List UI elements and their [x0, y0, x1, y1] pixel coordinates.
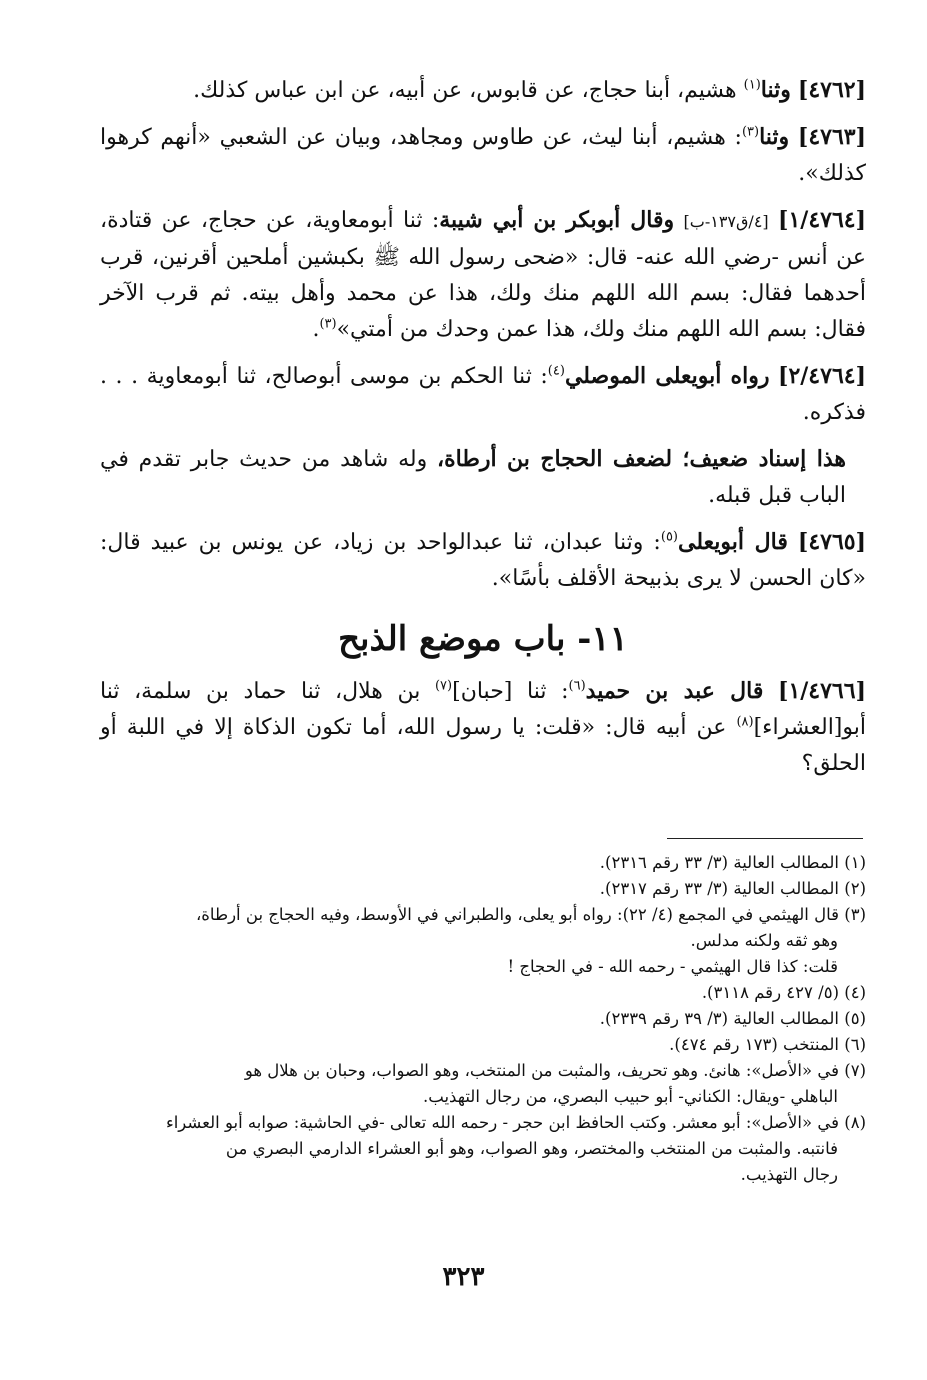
entry-ref: [٢/٤٧٦٤] — [778, 363, 866, 389]
entry-4764-1 — [100, 202, 866, 348]
main-text — [100, 72, 866, 792]
footnote-continuation: الباهلي -ويقال: الكناني- أبو حبيب البصري، من رجال التهذيب. — [423, 1087, 838, 1106]
entry-ref: [٤٧٦٢] — [797, 77, 866, 103]
footnote-item — [96, 980, 866, 1006]
entry-4762 — [100, 72, 866, 109]
entry-text: عن أبيه قال: «قلت: يا رسول الله، أما تكون الذكاة إلا في اللبة أو الحلق؟ — [100, 715, 866, 776]
manuscript-folio: [٤/ق١٣٧-ب] — [683, 212, 769, 231]
entry-tail: . — [312, 317, 320, 342]
footnote-marker[interactable]: (٧) — [434, 678, 453, 694]
entry-lead: وقال أبوبكر بن أبي شيبة — [439, 207, 675, 233]
footnote-item — [96, 902, 866, 980]
footnote-continuation: فانتبه. والمثبت من المنتخب والمختصر، وهو الصواب، وهو أبو العشراء الدارمي البصري من — [225, 1139, 838, 1158]
entry-ref: [٤٧٦٥] — [797, 529, 866, 555]
footnote-number: (١) — [844, 853, 866, 872]
entry-ref: [١/٤٧٦٤] — [778, 207, 867, 233]
footnote-number: (٦) — [844, 1035, 866, 1054]
footnote-item — [96, 876, 866, 902]
footnote-marker[interactable]: (٣) — [319, 316, 337, 332]
footnote-number: (٨) — [844, 1113, 866, 1132]
entry-lead: رواه أبويعلى الموصلي — [564, 363, 770, 389]
footnote-separator — [667, 838, 863, 839]
footnote-text: المطالب العالية (٣/ ٣٣ رقم ٢٣١٧). — [599, 879, 839, 898]
chapter-title: ١١- باب موضع الذبح — [338, 619, 628, 659]
footnote-item — [96, 850, 866, 876]
footnote-continuation: قلت: كذا قال الهيثمي - رحمه الله - في الحجاج ! — [507, 957, 838, 976]
entry-4763 — [100, 119, 866, 192]
footnote-number: (٤) — [844, 983, 866, 1002]
footnote-text: في «الأصل»: أبو معشر. وكتب الحافظ ابن حجر - رحمه الله تعالى -في الحاشية: صوابه أبو العشراء — [165, 1113, 839, 1132]
footnote-text: (٥/ ٤٢٧ رقم ٣١١٨). — [701, 983, 839, 1002]
footnote-continuation: رجال التهذيب. — [740, 1165, 838, 1184]
footnote-marker[interactable]: (٨) — [736, 714, 754, 730]
grading-text: وله شاهد من حديث جابر تقدم في الباب قبل قبله. — [100, 447, 846, 508]
grading-bold: هذا إسناد ضعيف؛ لضعف الحجاج بن أرطاة، — [437, 446, 846, 472]
footnotes — [96, 850, 866, 1188]
entry-text: : وثنا عبدان، ثنا عبدالواحد بن زياد، عن يونس بن عبيد قال: «كان الحسن لا يرى بذبيحة الأقلف بأسًا». — [100, 530, 866, 591]
footnote-item — [96, 1110, 866, 1188]
entry-ref: [٤٧٦٣] — [797, 124, 866, 150]
entry-lead: قال أبويعلى — [678, 529, 788, 555]
footnote-number: (٢) — [844, 879, 866, 898]
footnote-item — [96, 1058, 866, 1110]
footnote-number: (٧) — [844, 1061, 866, 1080]
entry-lead: قال عبد بن حميد — [585, 678, 764, 704]
entry-text: : ثنا الحكم بن موسى أبوصالح، ثنا أبومعاوية . . . فذكره. — [100, 364, 866, 425]
entry-text: هشيم، أبنا حجاج، عن قابوس، عن أبيه، عن ابن عباس كذلك. — [193, 78, 744, 103]
entry-4766-1 — [100, 673, 866, 782]
footnote-marker[interactable]: (٣) — [741, 124, 760, 140]
grading-note — [100, 441, 866, 514]
entry-lead: وثنا — [759, 124, 790, 150]
footnote-marker[interactable]: (٦) — [568, 678, 586, 694]
footnote-marker[interactable]: (١) — [743, 77, 761, 93]
footnote-text: المنتخب (١٧٣ رقم ٤٧٤). — [669, 1035, 839, 1054]
footnote-continuation: وهو ثقه ولكنه مدلس. — [690, 931, 838, 950]
footnote-item — [96, 1006, 866, 1032]
footnote-text: في «الأصل»: هانئ. وهو تحريف، والمثبت من المنتخب، وهو الصواب، وحبان بن هلال هو — [244, 1061, 839, 1080]
footnote-marker[interactable]: (٤) — [547, 363, 565, 379]
entry-text: : ثنا أبومعاوية، عن حجاج، عن قتادة، عن أنس -رضي الله عنه- قال: «ضحى رسول الله ﷺ بكبشين أملحين أقرنين، قرب أحدهما فقال: بسم الله اللهم منك ولك، هذا عن محمد وأهل بيته. ثم قرب الآخر فقال: بسم الله اللهم منك ولك، هذا عمن وحدك من أمتي» — [100, 208, 866, 342]
footnote-number: (٥) — [844, 1009, 866, 1028]
entry-4765 — [100, 524, 866, 597]
entry-text: بن هلال، ثنا حماد بن سلمة، ثنا أبو[العشراء] — [100, 679, 866, 740]
entry-lead: وثنا — [760, 77, 791, 103]
footnote-number: (٣) — [844, 905, 866, 924]
entry-text: : هشيم، أبنا ليث، عن طاوس ومجاهد، وبيان عن الشعبي «أنهم كرهوا كذلك». — [100, 125, 866, 186]
entry-4764-2 — [100, 358, 866, 431]
footnote-item — [96, 1032, 866, 1058]
page-number: ٣٢٣ — [442, 1262, 485, 1292]
entry-ref: [١/٤٧٦٦] — [778, 678, 866, 704]
footnote-text: قال الهيثمي في المجمع (٤/ ٢٢): رواه أبو يعلى، والطبراني في الأوسط، وفيه الحجاج بن أرطاة، — [195, 905, 839, 924]
entry-text: : ثنا [حبان] — [452, 679, 569, 704]
footnote-marker[interactable]: (٥) — [660, 529, 678, 545]
footnote-text: المطالب العالية (٣/ ٣٩ رقم ٢٣٣٩). — [599, 1009, 839, 1028]
footnote-text: المطالب العالية (٣/ ٣٣ رقم ٢٣١٦). — [599, 853, 839, 872]
